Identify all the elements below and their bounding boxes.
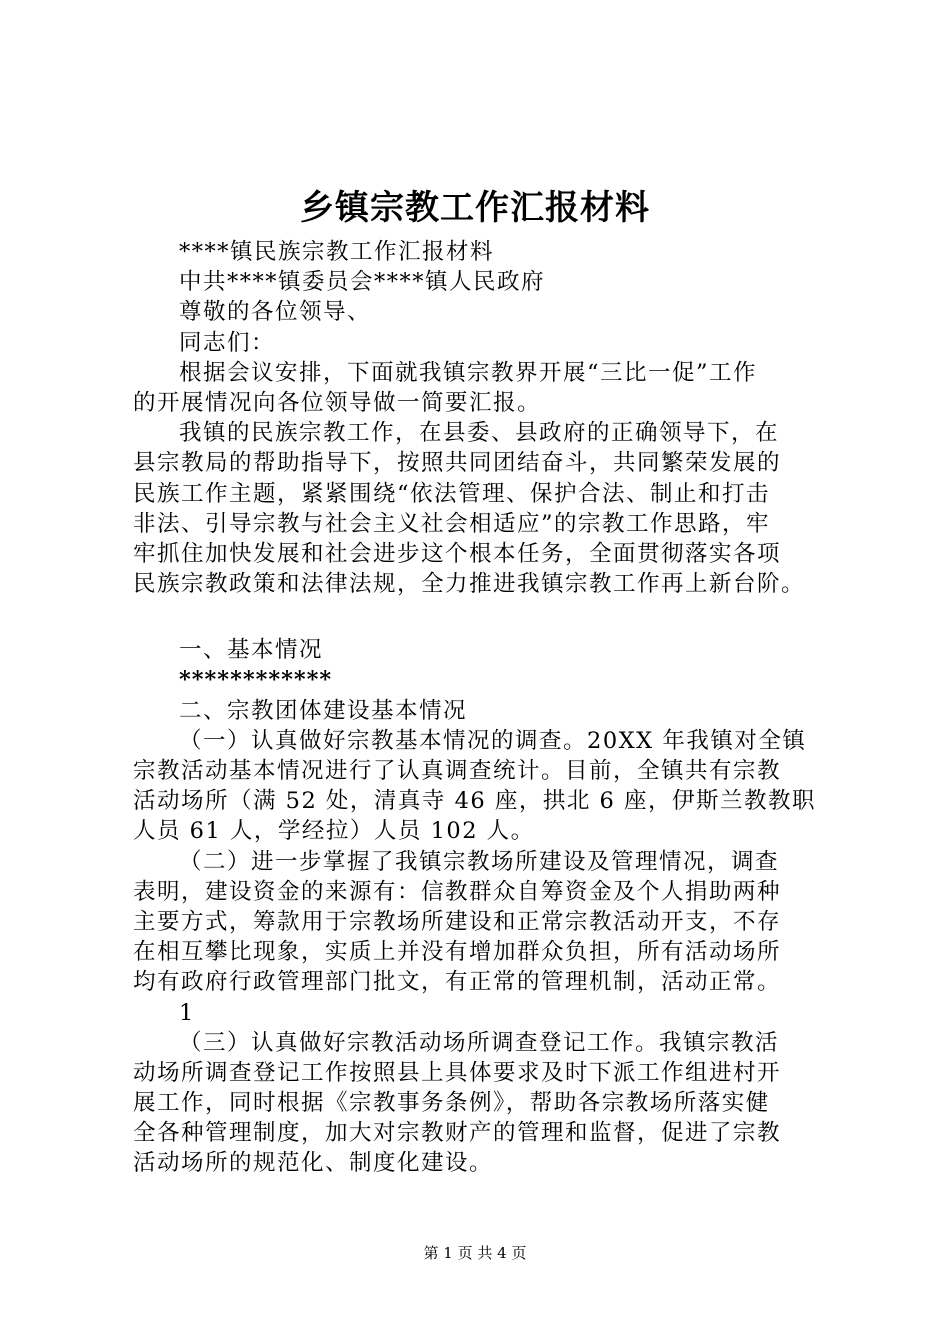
paragraph-line: 在相互攀比现象，实质上并没有增加群众负担，所有活动场所 <box>133 939 782 966</box>
paragraph-line: 根据会议安排，下面就我镇宗教界开展“三比一促”工作 <box>179 359 758 386</box>
paragraph-line: 牢抓住加快发展和社会进步这个根本任务，全面贯彻落实各项 <box>133 540 782 567</box>
paragraph-line: （二）进一步掌握了我镇宗教场所建设及管理情况，调查 <box>179 848 780 875</box>
paragraph-line: 的开展情况向各位领导做一简要汇报。 <box>133 389 542 416</box>
header-line: ****镇民族宗教工作汇报材料 <box>179 239 495 265</box>
paragraph-line: 均有政府行政管理部门批文，有正常的管理机制，活动正常。 <box>133 969 782 996</box>
paragraph-line: 主要方式，筹款用于宗教场所建设和正常宗教活动开支，不存 <box>133 908 782 935</box>
salutation-line: 同志们： <box>179 329 276 356</box>
paragraph-line: 民族工作主题，紧紧围绕“依法管理、保护合法、制止和打击 <box>133 480 771 507</box>
paragraph-line: 动场所调查登记工作按照县上具体要求及时下派工作组进村开 <box>133 1059 782 1086</box>
page-footer: 第 1 页 共 4 页 <box>423 1244 527 1262</box>
paragraph-line: 全各种管理制度，加大对宗教财产的管理和监督，促进了宗教 <box>133 1120 782 1147</box>
paragraph-line: 展工作，同时根据《宗教事务条例》，帮助各宗教场所落实健 <box>133 1090 770 1117</box>
paragraph-line: 活动场所（满 52 处，清真寺 46 座，拱北 6 座，伊斯兰教教职 <box>133 788 816 815</box>
page-number-marker: 1 <box>179 999 195 1026</box>
section-heading: 一、基本情况 <box>179 637 324 664</box>
header-line: 中共****镇委员会****镇人民政府 <box>179 269 546 296</box>
redacted-stars-line: ************ <box>179 667 333 694</box>
paragraph-line: 民族宗教政策和法律法规，全力推进我镇宗教工作再上新台阶。 <box>133 571 806 598</box>
section-heading: 二、宗教团体建设基本情况 <box>179 697 468 724</box>
paragraph-line: 表明，建设资金的来源有：信教群众自筹资金及个人捐助两种 <box>133 878 782 905</box>
paragraph-line: 我镇的民族宗教工作，在县委、县政府的正确领导下，在 <box>179 420 780 447</box>
paragraph-line: （三）认真做好宗教活动场所调查登记工作。我镇宗教活 <box>179 1029 780 1056</box>
document-body <box>133 237 853 1179</box>
paragraph-line: 人员 61 人，学经拉）人员 102 人。 <box>133 818 535 845</box>
paragraph-line: 宗教活动基本情况进行了认真调查统计。目前，全镇共有宗教 <box>133 758 782 784</box>
document-title: 乡镇宗教工作汇报材料 <box>300 188 650 228</box>
paragraph-line: 县宗教局的帮助指导下，按照共同团结奋斗，共同繁荣发展的 <box>133 450 782 477</box>
paragraph-line: （一）认真做好宗教基本情况的调查。20XX 年我镇对全镇 <box>179 727 807 754</box>
paragraph-line: 非法、引导宗教与社会主义社会相适应”的宗教工作思路，牢 <box>133 510 771 537</box>
paragraph-line: 活动场所的规范化、制度化建设。 <box>133 1150 494 1177</box>
salutation-line: 尊敬的各位领导、 <box>179 299 372 326</box>
blank-line <box>133 599 853 635</box>
